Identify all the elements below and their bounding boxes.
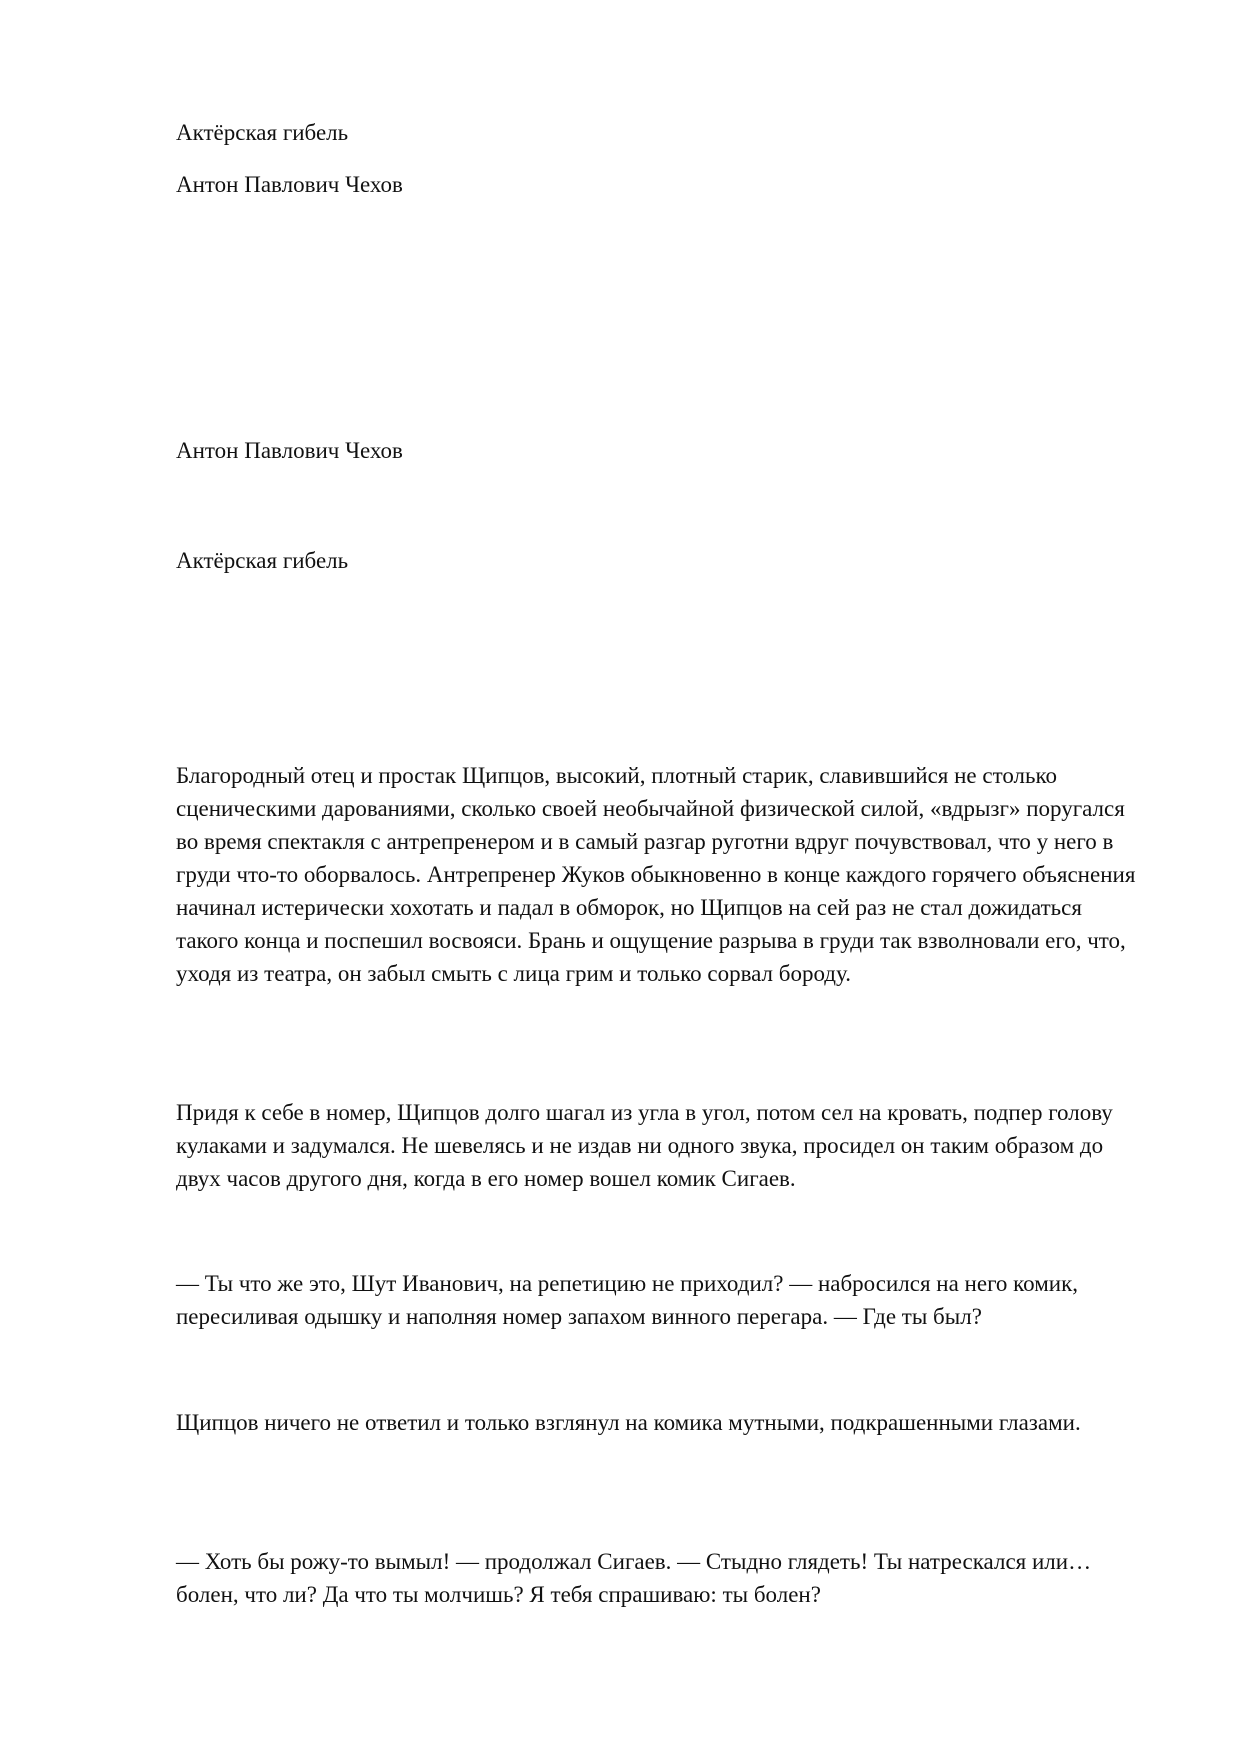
header-title: Актёрская гибель xyxy=(176,120,349,145)
body-paragraph: — Хоть бы рожу-то вымыл! — продолжал Сигаев. — Стыдно глядеть! Ты натрескался или… болен, что ли? Да что ты молчишь? Я тебя спрашиваю: ты болен? xyxy=(176,1549,1092,1607)
title-page-author: Антон Павлович Чехов xyxy=(176,438,403,463)
title-page-title: Актёрская гибель xyxy=(176,548,349,573)
header-author: Антон Павлович Чехов xyxy=(176,172,403,197)
body-paragraph: Щипцов ничего не ответил и только взглянул на комика мутными, подкрашенными глазами. xyxy=(176,1410,1081,1435)
body-paragraph: — Ты что же это, Шут Иванович, на репетицию не приходил? — набросился на него комик, пересиливая одышку и наполняя номер запахом винного перегара. — Где ты был? xyxy=(176,1271,1079,1329)
body-paragraph: Придя к себе в номер, Щипцов долго шагал из угла в угол, потом сел на кровать, подпер голову кулаками и задумался. Не шевелясь и не издав ни одного звука, просидел он таким образом до двух часов другого дня, когда в его номер вошел комик Сигаев. xyxy=(176,1100,1113,1191)
body-paragraph: Благородный отец и простак Щипцов, высокий, плотный старик, славившийся не столько сценическими дарованиями, сколько своей необычайной физической силой, «вдрызг» поругался во время спектакля с антрепренером и в самый разгар руготни вдруг почувствовал, что у него в груди что-то оборвалось. Антрепренер Жуков обыкновенно в конце каждого горячего объяснения начинал истерически хохотать и падал в обморок, но Щипцов на сей раз не стал дожидаться такого конца и поспешил восвояси. Брань и ощущение разрыва в груди так взволновали его, что, уходя из театра, он забыл смыть с лица грим и только сорвал бороду. xyxy=(176,763,1136,986)
